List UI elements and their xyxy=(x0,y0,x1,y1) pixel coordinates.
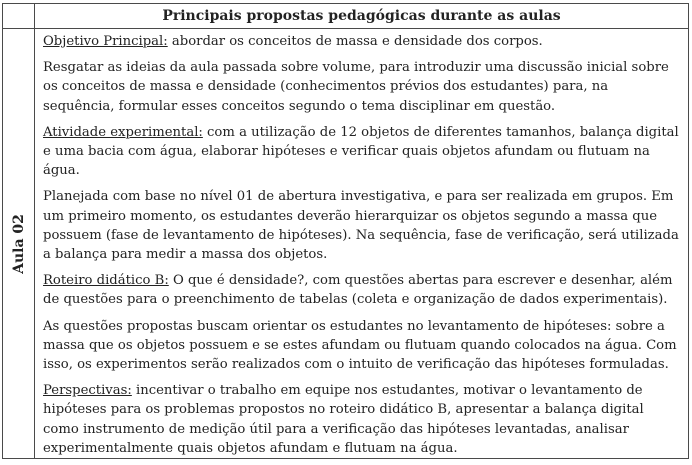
paragraph-objetivo xyxy=(43,32,682,51)
section-label: Perspectivas: xyxy=(43,383,132,399)
section-label: Objetivo Principal: xyxy=(43,34,168,49)
paragraph-roteiro xyxy=(43,271,682,309)
paragraph-atividade xyxy=(43,123,682,181)
section-text: O que é densidade?, com questões abertas para escrever e desenhar, além de questões para o preenchimento de tabelas (coleta e organização de dados experimentais). xyxy=(43,273,673,308)
paragraph-resgatar xyxy=(43,58,682,116)
section-text: As questões propostas buscam orientar os estudantes no levantamento de hipóteses: sobre a massa que os objetos possuem e se estes afundam ou flutuam quando colocados na água. Com isso, os experimentos serão realizados com o intuito de verificação das hipóteses formuladas. xyxy=(43,318,677,373)
section-text: com a utilização de 12 objetos de diferentes tamanhos, balança digital e uma bacia com água, elaborar hipóteses e verificar quais objetos afundam ou flutuam na água. xyxy=(43,124,679,179)
table-title: Principais propostas pedagógicas durante as aulas xyxy=(162,8,561,24)
header-corner-cell xyxy=(3,4,35,28)
row-label: Aula 02 xyxy=(10,213,27,274)
table-header xyxy=(3,4,688,29)
section-text: abordar os conceitos de massa e densidade dos corpos. xyxy=(167,34,543,49)
proposals-table xyxy=(2,3,689,459)
section-text: Planejada com base no nível 01 de abertura investigativa, e para ser realizada em grupos. Em um primeiro momento, os estudantes deverão hierarquizar os objetos segundo a massa que possuem (fase de levantamento de hipóteses). Na sequência, fase de verificação, será utilizada a balança para medir a massa dos objetos. xyxy=(43,189,679,263)
section-text: incentivar o trabalho em equipe nos estudantes, motivar o levantamento de hipóteses para os problemas propostos no roteiro didático B, apresentar a balança digital como instrumento de medição útil para a verificação das hipóteses levantadas, analisar experimentalmente quais objetos afundam e flutuam na água. xyxy=(43,383,644,456)
paragraph-planejada xyxy=(43,187,682,264)
row-label-cell xyxy=(3,29,35,458)
paragraph-questoes xyxy=(43,317,682,375)
section-label: Atividade experimental: xyxy=(43,124,203,140)
section-label: Roteiro didático B: xyxy=(43,273,169,289)
content-cell xyxy=(43,32,682,465)
paragraph-perspectivas xyxy=(43,381,682,458)
section-text: Resgatar as ideias da aula passada sobre volume, para introduzir uma discussão inicial sobre os conceitos de massa e densidade (conhecimentos prévios dos estudantes) para, na sequência, formular esses conceitos segundo o tema disciplinar em questão. xyxy=(43,60,669,114)
